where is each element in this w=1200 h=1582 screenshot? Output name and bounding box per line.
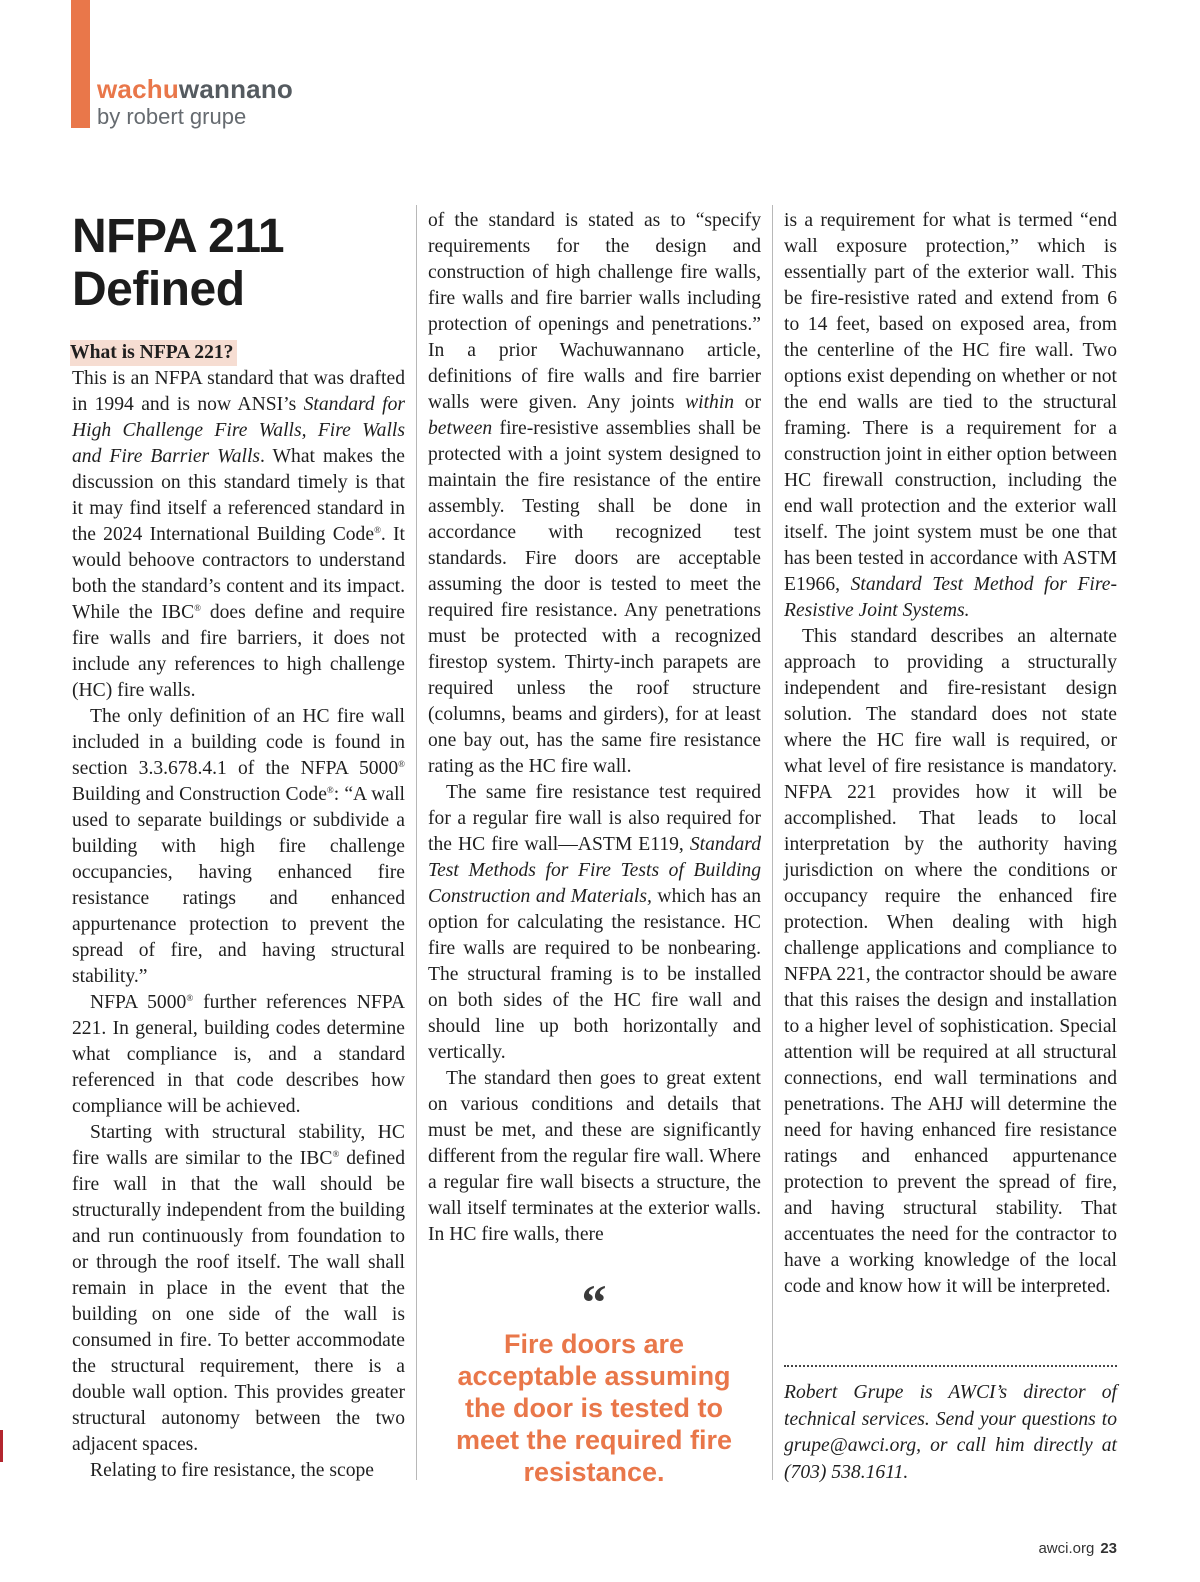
paragraph: The same fire resistance test required for a regular fire wall is also required for the HC fire wall—ASTM E119, Standard Test Methods for Fire Tests of Building Construction and Materials, which has an option for calculating the resistance. HC fire walls are required to be nonbearing. The structural framing is to be installed on both sides of the HC fire wall and should line up both horizontally and vertically. (428, 782, 761, 1063)
brand-part-1: wachu (97, 74, 179, 104)
column-header (97, 74, 293, 130)
registered-mark: ® (194, 603, 201, 613)
column-divider-1 (416, 205, 417, 1480)
margin-mark (0, 1430, 3, 1462)
registered-mark: ® (186, 993, 194, 1003)
bio-divider (784, 1365, 1117, 1367)
quote-mark-icon: “ (581, 1274, 607, 1330)
byline: by robert grupe (97, 104, 247, 129)
title-line-1: NFPA 211 (72, 210, 285, 263)
article-column-1 (72, 340, 405, 1484)
accent-bar (71, 0, 90, 128)
author-bio: Robert Grupe is AWCI’s director of technical services. Send your questions to grupe@awci.org, or call him directly at (703) 538.1611. (784, 1382, 1117, 1483)
article-column-2 (428, 208, 761, 1248)
paragraph: This is an NFPA standard that was drafted in 1994 and is now ANSI’s Standard for High Challenge Fire Walls, Fire Walls and Fire Barrier Walls. What makes the discussion on this standard timely is that it may find itself a referenced standard in the 2024 International Building Code®. It would behoove contractors to understand both the standard’s content and its impact. While the IBC® does define and require fire walls and fire barriers, it does not include any references to high challenge (HC) fire walls. (72, 368, 405, 701)
paragraph: of the standard is stated as to “specify requirements for the design and construction of high challenge fire walls, fire walls and fire barrier walls including protection of openings and penetrations.” In a prior Wachuwannano article, definitions of fire walls and fire barrier walls were given. Any joints within or between fire-resistive assemblies shall be protected with a joint system designed to maintain the fire resistance of the entire assembly. Testing shall be done in accordance with recognized test standards. Fire doors are acceptable assuming the door is tested to meet the required fire resistance. Any penetrations must be protected with a recognized firestop system. Thirty-inch parapets are required unless the roof structure (columns, beams and girders), for at least one bay out, has the same fire resistance rating as the HC fire wall. (428, 210, 761, 777)
registered-mark: ® (332, 1149, 340, 1159)
paragraph: Relating to fire resistance, the scope (90, 1460, 375, 1481)
registered-mark: ® (374, 525, 381, 535)
brand-part-2: wannano (178, 74, 293, 104)
paragraph: Starting with structural stability, HC fire walls are similar to the IBC® defined fire wall in that the wall should be structurally independent from the building and run continuously from foundation to or through the roof itself. The wall shall remain in place in the event that the building on one side of the wall is consumed in fire. To better accommodate the structural requirement, there is a double wall option. This provides greater structural autonomy between the two adjacent spaces. (72, 1122, 406, 1455)
page-footer (1038, 1540, 1117, 1557)
article-column-3 (784, 208, 1117, 1300)
column-divider-2 (772, 205, 773, 1480)
pull-quote-text: Fire doors are acceptable assuming the door is tested to meet the required fire resistance. (455, 1329, 733, 1487)
paragraph: NFPA 5000® further references NFPA 221. In general, building codes determine what compliance is, and a standard referenced in that code describes how compliance will be achieved. (72, 992, 405, 1117)
section-heading: What is NFPA 221? (70, 340, 237, 366)
title-line-2: Defined (72, 263, 245, 316)
article-title (72, 210, 412, 316)
registered-mark: ® (326, 785, 334, 795)
column-brand (97, 74, 293, 104)
footer-site: awci.org (1038, 1540, 1095, 1557)
registered-mark: ® (398, 759, 405, 769)
page-number: 23 (1100, 1540, 1117, 1557)
paragraph: The only definition of an HC fire wall included in a building code is found in section 3.3.678.4.1 of the NFPA 5000® Building and Construction Code®: “A wall used to separate buildings or subdivide a building with high fire challenge occupancies, having enhanced fire resistance ratings and enhanced appurtenance protection to prevent the spread of fire, and having structural stability.” (72, 706, 405, 987)
paragraph: is a requirement for what is termed “end wall exposure protection,” which is essentially part of the exterior wall. This be fire-resistive rated and extend from 6 to 14 feet, based on exposed area, from the centerline of the HC fire wall. Two options exist depending on whether or not the end walls are tied to the structural framing. There is a requirement for a construction joint in either option between HC firewall construction, including the end wall protection and the exterior wall itself. The joint system must be one that has been tested in accordance with ASTM E1966, Standard Test Method for Fire-Resistive Joint Systems. (784, 210, 1117, 621)
paragraph: This standard describes an alternate approach to providing a structurally independent and fire-resistant design solution. The standard does not state where the HC fire wall is required, or what level of fire resistance is mandatory. NFPA 221 provides how it will be accomplished. That leads to local interpretation by the authority having jurisdiction on where the conditions or occupancy require the enhanced fire protection. When dealing with high challenge applications and compliance to NFPA 221, the contractor should be aware that this raises the design and installation to a higher level of sophistication. Special attention will be required at all structural connections, end wall terminations and penetrations. The AHJ will determine the need for having enhanced fire resistance ratings and enhanced appurtenance protection to prevent the spread of fire, and having structural stability. That accentuates the need for the contractor to have a working knowledge of the local code and know how it will be interpreted. (784, 626, 1117, 1297)
pull-quote (436, 1274, 752, 1488)
paragraph: The standard then goes to great extent on various conditions and details that must be met, and these are significantly different from the regular fire wall. Where a regular fire wall bisects a structure, the wall itself terminates at the exterior walls. In HC fire walls, there (428, 1068, 761, 1245)
